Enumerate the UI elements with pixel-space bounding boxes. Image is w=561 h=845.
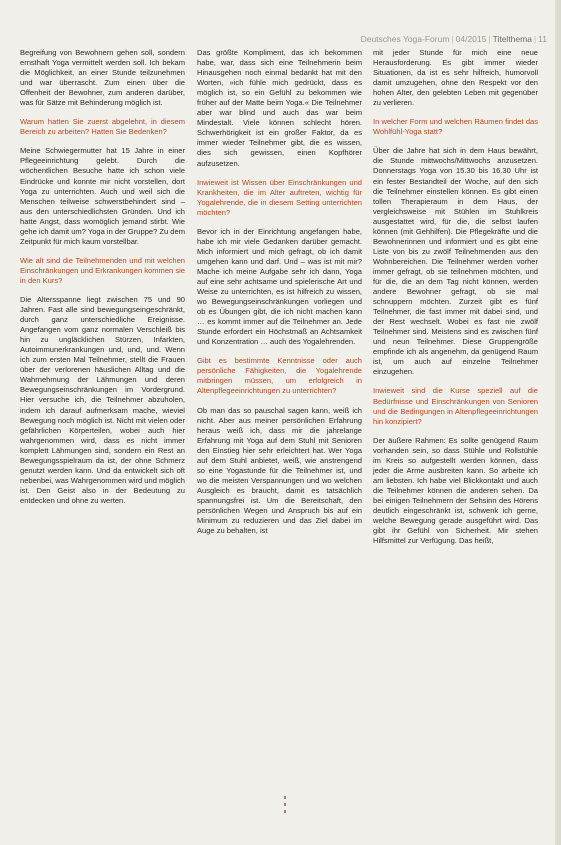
page-edge <box>555 0 561 845</box>
paragraph: Die Altersspanne liegt zwischen 75 und 90 Jahren. Fast alle sind bewegungseingeschränkt, durch ganz unterschiedliche Ereignisse. Angefangen vom ganz normalen Verschleiß bis hin zu ungläcklichen Stürzen, Infarkten, Autoimmunerkrankungen und, und, und. Wenn ich zum ersten Mal Teilnehmer, stellt die Frauen über der verlorenen häuslichen Alltag und die Wahrnehmung der Lähmungen und deren Bewegungseinschränkungen im Vordergrund. Hier versuche ich, die Teilnehmer abzuholen, indem ich darauf aufmerksam mache, wieviel Bewegung noch möglich ist. Nicht mit vielen oder gefährlichen Körperteilen, wobei auch hier wahrgenommen wird, dass es nicht immer komplett Lähmungen sind, sondern ein Rest an Bewegungsspielraum da ist, der ohne Schmerz genutzt werden kann. Und da entwickelt sich oft nebenbei, was Wahrgenommen wird und möglich ist. Den Geist also in der Bedeutung zu entdecken und ohne zu werten. <box>20 294 185 505</box>
interview-question: Gibt es bestimmte Kenntnisse oder auch persönliche Fähigkeiten, die Yogalehrende mitbringen müssen, um erfolgreich in Altenpflegeeinrichtungen zu unterrichten? <box>197 356 362 396</box>
interview-question: Inwieweit sind die Kurse speziell auf die Bedürfnisse und Einschränkungen von Senioren und die Bedingungen in Altenpflegeeinrichtungen hin konzipiert? <box>373 386 538 426</box>
interview-question: Wie alt sind die Teilnehmenden und mit welchen Einschränkungen und Erkrankungen kommen sie in den Kurs? <box>20 255 185 285</box>
issue-number: 04/2015 <box>455 34 487 44</box>
text-column-3 <box>373 48 538 546</box>
publication-name: Deutsches Yoga-Forum <box>360 34 450 44</box>
paragraph: Der äußere Rahmen: Es sollte genügend Raum vorhanden sein, so dass Stühle und Rollstühle im Kreis so aufgestellt werden können, dass jeder die Arme ausbreiten kann. So arbeite ich am liebsten. Ich habe viel Blickkontakt und auch die Teilnehmer können die anderen sehen. Da bei einigen Teilnehmern der Sehsinn des Hörens deutlich eingeschränkt ist, schwenk ich gerne, welche Bewegung gerade ausgeführt wird. Das gibt ihr Gefühl von Sicherheit. Mir stehen Hilfsmittel zur Verfügung. Das heißt, <box>373 435 538 546</box>
section-topic: Titelthema <box>492 34 532 44</box>
paragraph: Bevor ich in der Einrichtung angefangen habe, habe ich mir viele Gedanken darüber gemacht. Mich informiert und mich gefragt, ob ich damit umgehen kann und darf. Und – was ist mit mir? Mache ich meine Aufgabe sehr ich dann, Yoga auf eine sehr achtsame und spielerische Art und Weise zu unterrichten, es ist hilfreich zu wissen, wo Bewegungseinschränkungen vorliegen und ob es Übungen gibt, die ich nicht machen kann … es kommt immer auf die Teilnehmer an. Jede Stunde erfordert ein Höchstmaß an Achtsamkeit und Konzentration … auch des Yogalehrenden. <box>197 226 362 347</box>
page-number: 11 <box>538 34 547 44</box>
paragraph: mit jeder Stunde für mich eine neue Herausforderung. Es gibt immer wieder Situationen, da ist es sehr hilfreich, humorvoll damit umzugehen, ohne den Respekt vor den hohen Alter, den gelebten Leben mit gegenüber zu verlieren. <box>373 48 538 108</box>
interview-question: Warum hatten Sie zuerst abgelehnt, in diesem Bereich zu arbeiten? Hatten Sie Bedenken? <box>20 117 185 137</box>
text-column-2 <box>197 48 362 536</box>
text-column-1 <box>20 48 185 506</box>
interview-question: In welcher Form und welchen Räumen findet das Wohlfühl-Yoga statt? <box>373 117 538 137</box>
paragraph: Meine Schwiegermutter hat 15 Jahre in einer Pflegeeinrichtung gelebt. Durch die wöchentlichen Besuche hatte ich schon viele Eindrücke und konnte mir nicht vorstellen, dort Yoga zu unterrichten. Auch und weil sich die Menschen teilweise schwerstbehindert sind – aus den unterschiedlichsten Gründen. Und ich hatte Angst, dass womöglich jemand stirbt. Wie gehe ich damit um? Yoga in der Gruppe? Zu dem Zeitpunkt für mich kaum vorstellbar. <box>20 146 185 246</box>
paragraph: Ob man das so pauschal sagen kann, weiß ich nicht. Aber aus meiner persönlichen Erfahrung heraus weiß ich, dass mir die jahrelange Erfahrung mit Yoga auf dem Stuhl mit Senioren den Einstieg hier sehr erleichtert hat. Wer Yoga auf dem Stuhl anbietet, weiß, wie anstrengend so eine Yogastunde für die Teilnehmer ist, und wo die meisten Verspannungen und wo welchen Ausgleich es braucht, damit es tatsächlich spannungsfrei ist. Um die Bereitschaft, den persönlichen Wegen und Anspruch bis auf ein Minimum zu reduzieren und das Ziel dabei im Auge zu behalten, ist <box>197 405 362 536</box>
scan-artifact-marks <box>284 796 288 817</box>
paragraph: Begreifung von Bewohnern gehen soll, sondern ernsthaft Yoga vermittelt werden soll. Ich bekam die Möglichkeit, an einer Stunde teilzunehmen und war überrascht. Zum einen über die Offenheit der Bewohner, zum anderen darüber, was für Sätze mit Behinderung möglich ist. <box>20 48 185 108</box>
paragraph: Das größte Kompliment, das ich bekommen habe, war, dass sich eine Teilnehmerin beim Hinausgehen noch einmal bedankt hat mit den Worten, »ich fühle mich gedrückt, dass es möglich ist, so ein Gefühl zu bekommen wie früher auf der Matte beim Yoga.« Die Teilnehmer aber war blind und auch das war beim Mindestalt. Viele können schlecht hören. Schwerhörigkeit ist ein großer Faktor, da es immer wieder Teilnehmer gibt, die es wissen, dies sich gewissen, einen Kopfhörer aufzusetzen. <box>197 48 362 168</box>
interview-question: Inwieweit ist Wissen über Einschränkungen und Krankheiten, die im Alter auftreten, wichtig für Yogalehrende, die in diesem Setting unterrichten möchten? <box>197 177 362 217</box>
paragraph: Über die Jahre hat sich in dem Haus bewährt, die Stunde mittwochs/Mittwochs anzusetzen. Donnerstags Yoga von 15.30 bis 16.30 Uhr ist ein fester Bestandteil der Woche, auf den sich die Teilnehmer einstellen können. Es gibt einen tollen Therapieraum in dem Haus, der vergleichsweise mit Stühlen im Stuhlkreis ausgestattet wird, für die, die selbst laufen können (mit Gehhilfen). Die Pflegekräfte und die Bewohnerinnen und informiert und es gibt eine Liste von bis zu zwölf Teilnehmenden aus den Wohnbereichen. Die Teilnehmer werden vorher immer gefragt, ob sie teilnehmen möchten, und für die, die an dem Tag nicht können, werden andere Bewohner gefragt, ob sie mal schnuppern möchten. Zurzeit gibt es fünf Teilnehmer, die fast immer mit dabei sind, und der Rest wechselt. Wobei es fast nie zwölf Teilnehmer sind. Meistens sind es zwischen fünf und neun Teilnehmer. Diese Gruppengröße empfinde ich als angenehm, da genügend Raum ist, um auch auf einzelne Teilnehmer einzugehen. <box>373 146 538 377</box>
running-header: Deutsches Yoga-Forum | 04/2015 | Titelthema | 11 <box>360 34 547 44</box>
